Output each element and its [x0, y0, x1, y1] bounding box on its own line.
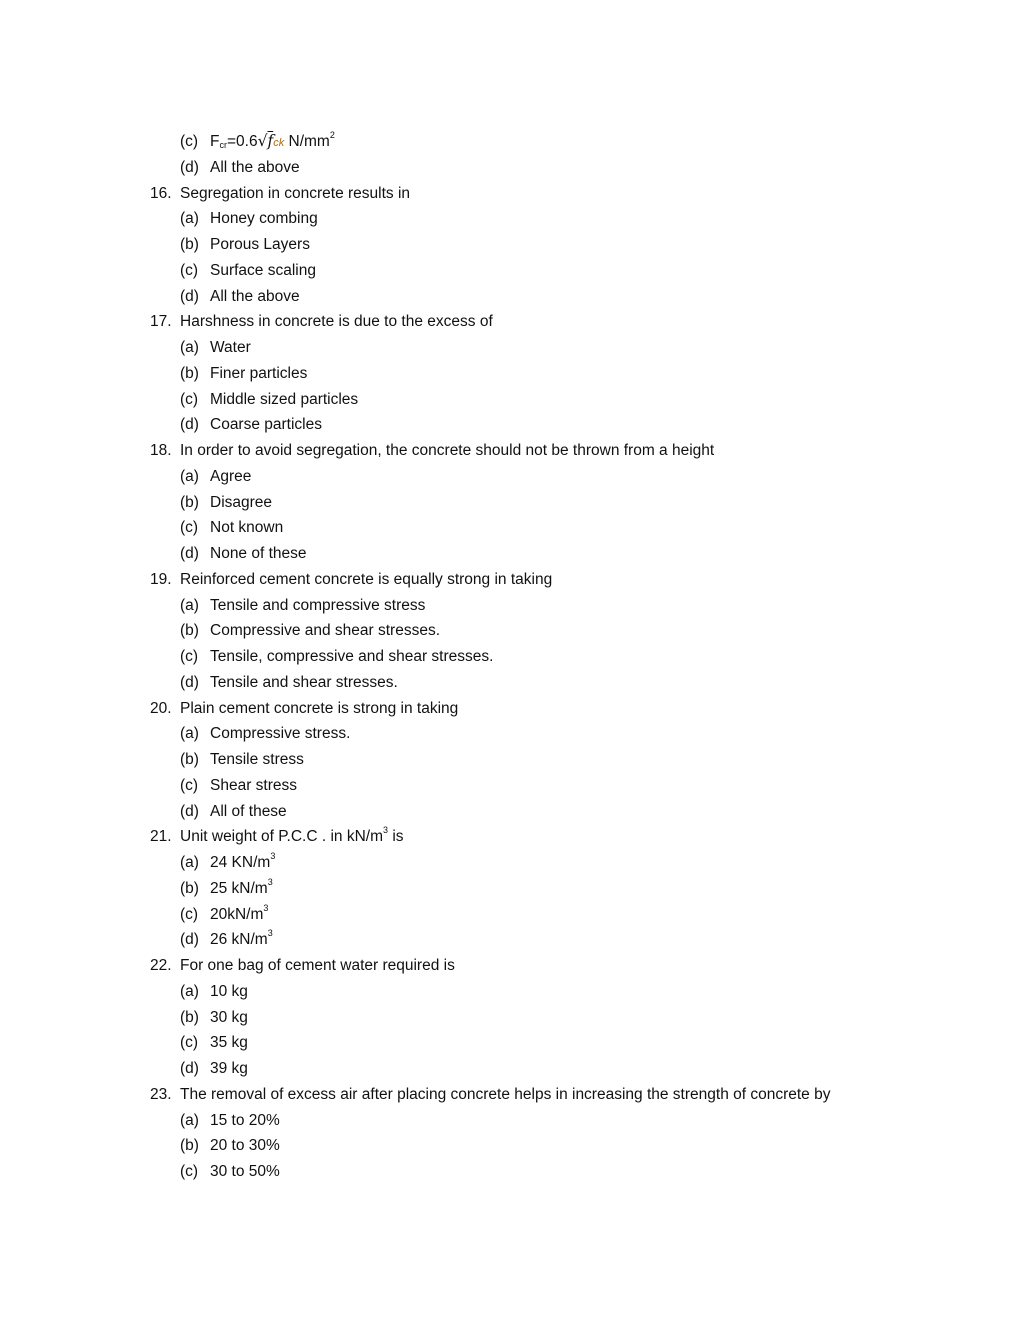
- question-text-sup: 3: [383, 825, 389, 836]
- option-label: (c): [180, 261, 199, 279]
- option-text: [210, 541, 307, 567]
- question-list: [150, 129, 950, 1185]
- question-number: 20.: [150, 699, 172, 717]
- option-text: [210, 850, 275, 876]
- option-label: (d): [180, 545, 199, 562]
- question-line: [150, 1082, 950, 1108]
- question-line: [150, 181, 950, 207]
- option-text: [210, 464, 251, 490]
- option-text-main: Finer particles: [210, 364, 308, 382]
- option-label: (b): [180, 236, 199, 253]
- option-text: [210, 335, 251, 361]
- option-label: (c): [180, 1034, 199, 1052]
- option-label: (b): [180, 364, 199, 382]
- option-text: [210, 644, 493, 670]
- option-text: [210, 361, 307, 387]
- formula-lhs: F: [210, 133, 220, 150]
- option-text-main: 20kN/m: [210, 905, 264, 923]
- option-text-main: 30 to 50%: [210, 1163, 280, 1180]
- option-text-main: 26 kN/m: [210, 931, 268, 949]
- option-line: [150, 284, 950, 310]
- question-number: 23.: [150, 1085, 172, 1103]
- option-text: [210, 618, 440, 644]
- option-line: [150, 902, 950, 928]
- option-line: [150, 232, 950, 258]
- option-line: [150, 1159, 950, 1185]
- option-text: [210, 799, 287, 825]
- questions: [150, 181, 950, 1185]
- option-label: (c): [180, 905, 199, 923]
- question-text-main: Segregation in concrete results in: [180, 184, 411, 202]
- option-text-main: Surface scaling: [210, 261, 316, 279]
- option-label: (a): [180, 467, 199, 485]
- option-line: [150, 979, 950, 1005]
- question-line: [150, 696, 950, 722]
- option-text: [210, 232, 310, 258]
- option-label: (d): [180, 287, 199, 305]
- question-number: 16.: [150, 184, 172, 202]
- option-label: (a): [180, 596, 199, 614]
- option-line: [150, 593, 950, 619]
- option-text-main: Tensile stress: [210, 751, 304, 768]
- option-text-main: Water: [210, 339, 251, 356]
- option-label: (a): [180, 1111, 199, 1129]
- option-label: (b): [180, 493, 199, 511]
- option-text: [210, 206, 318, 232]
- option-text-main: Agree: [210, 467, 252, 485]
- option-line: [150, 1056, 950, 1082]
- option-text-main: Tensile and compressive stress: [210, 596, 426, 614]
- option-text-main: Middle sized particles: [210, 390, 359, 408]
- formula-lhs-sub: cr: [219, 140, 227, 150]
- option-line: [150, 361, 950, 387]
- question-text-main: For one bag of cement water required is: [180, 957, 455, 974]
- option-text-main: Not known: [210, 519, 284, 537]
- option-label: (a): [180, 210, 199, 228]
- option-text: [210, 258, 316, 284]
- option-sup: 3: [267, 928, 273, 939]
- option-text-main: Disagree: [210, 493, 273, 511]
- formula-unit-sup: 2: [329, 130, 335, 140]
- option-label: (a): [180, 725, 199, 743]
- option-line: [150, 618, 950, 644]
- option-text-main: 10 kg: [210, 982, 248, 1000]
- option-label: (c): [180, 776, 199, 794]
- option-line: [150, 412, 950, 438]
- option-text: [210, 593, 425, 619]
- option-label: (d): [180, 802, 199, 820]
- option-text: [210, 1133, 280, 1159]
- question-text: [180, 1082, 830, 1108]
- option-text-main: Coarse particles: [210, 416, 322, 434]
- option-text: [210, 747, 304, 773]
- option-text: [210, 979, 248, 1005]
- option-line: [150, 335, 950, 361]
- option-text-main: Compressive and shear stresses.: [210, 622, 441, 640]
- option-label: (b): [180, 751, 199, 768]
- question-text: [180, 953, 455, 979]
- option-label: (a): [180, 854, 199, 871]
- option-label: (a): [180, 982, 199, 1000]
- option-line: [150, 1005, 950, 1031]
- option-label: (d): [180, 931, 199, 949]
- option-label: (b): [180, 1137, 199, 1155]
- question-text: [180, 696, 458, 722]
- question-text-after: is: [388, 828, 404, 846]
- option-text: [210, 1108, 280, 1134]
- option-text: [210, 1005, 248, 1031]
- option-sup: 3: [270, 851, 276, 861]
- question-line: [150, 438, 950, 464]
- question-line: [150, 309, 950, 335]
- formula-root-sub: ck: [273, 137, 285, 149]
- question-text-main: Plain cement concrete is strong in taking: [180, 699, 459, 717]
- option-text-main: Compressive stress.: [210, 725, 351, 743]
- option-label: (c): [180, 1163, 199, 1180]
- option-line: [150, 129, 950, 155]
- formula-root: f: [267, 132, 274, 150]
- option-text-main: 20 to 30%: [210, 1137, 280, 1155]
- option-line: [150, 515, 950, 541]
- question-text-main: Unit weight of P.C.C . in kN/m: [180, 828, 384, 846]
- option-text-main: All of these: [210, 802, 287, 820]
- question-number: 17.: [150, 313, 172, 331]
- option-text: [210, 412, 322, 438]
- option-line: [150, 541, 950, 567]
- formula-unit: N/mm: [284, 133, 330, 150]
- option-line: [150, 1108, 950, 1134]
- option-line: [150, 1030, 950, 1056]
- question-text: [180, 438, 714, 464]
- question-text-main: Harshness in concrete is due to the excess of: [180, 313, 493, 331]
- question-text-main: Reinforced cement concrete is equally strong in taking: [180, 570, 553, 588]
- option-text: All the above: [210, 158, 300, 176]
- option-text-main: Porous Layers: [210, 236, 310, 253]
- option-text-main: 30 kg: [210, 1008, 248, 1026]
- sqrt-symbol: √f: [257, 132, 274, 150]
- option-line: [150, 799, 950, 825]
- option-label: (c): [180, 519, 199, 537]
- option-line: [150, 927, 950, 953]
- option-line: [150, 747, 950, 773]
- option-label: (d): [180, 416, 199, 434]
- option-line: [150, 387, 950, 413]
- option-line: [150, 464, 950, 490]
- option-line: [150, 876, 950, 902]
- formula-eq: =0.6: [226, 133, 258, 150]
- question-line: [150, 953, 950, 979]
- question-text: [180, 309, 493, 335]
- option-label: (c): [180, 133, 199, 150]
- option-label: (d): [180, 1060, 199, 1077]
- option-text: [210, 670, 398, 696]
- question-text: [180, 567, 552, 593]
- option-line: [150, 1133, 950, 1159]
- option-text-main: 39 kg: [210, 1060, 248, 1077]
- option-text-main: None of these: [210, 545, 307, 562]
- option-line: [150, 670, 950, 696]
- option-line: [150, 773, 950, 799]
- option-line: [150, 644, 950, 670]
- option-text-main: Tensile and shear stresses.: [210, 673, 398, 691]
- option-line: [150, 206, 950, 232]
- option-sup: 3: [267, 876, 273, 887]
- option-label: (b): [180, 879, 199, 897]
- option-text-main: 35 kg: [210, 1034, 248, 1052]
- question-text: [180, 181, 410, 207]
- option-sup: 3: [263, 902, 269, 913]
- option-text: [210, 387, 358, 413]
- option-text: [210, 902, 268, 928]
- option-text-main: 24 KN/m: [210, 854, 271, 871]
- option-line: [150, 850, 950, 876]
- option-text: [210, 927, 273, 953]
- option-text: [210, 876, 273, 902]
- question-number: 22.: [150, 957, 172, 974]
- question-number: 21.: [150, 828, 172, 846]
- question-line: [150, 824, 950, 850]
- option-label: (b): [180, 622, 199, 640]
- option-line: [150, 490, 950, 516]
- option-text-main: 25 kN/m: [210, 879, 268, 897]
- option-label: (a): [180, 339, 199, 356]
- option-text-main: Shear stress: [210, 776, 298, 794]
- option-line: [150, 721, 950, 747]
- option-text: [210, 1030, 248, 1056]
- option-text-main: 15 to 20%: [210, 1111, 280, 1129]
- option-text: [210, 1159, 280, 1185]
- option-label: (d): [180, 673, 199, 691]
- question-text-main: The removal of excess air after placing concrete helps in increasing the strength of concrete by: [180, 1085, 831, 1103]
- question-line: [150, 567, 950, 593]
- option-text: [210, 773, 297, 799]
- option-text: [210, 1056, 248, 1082]
- question-text: [180, 824, 404, 850]
- option-text-main: Tensile, compressive and shear stresses.: [210, 648, 494, 665]
- option-text-main: All the above: [210, 287, 300, 305]
- option-line: [150, 155, 950, 181]
- option-text: [210, 490, 272, 516]
- option-label: (b): [180, 1008, 199, 1026]
- formula: [210, 129, 335, 157]
- option-label: (c): [180, 648, 199, 665]
- question-number: 18.: [150, 442, 172, 459]
- option-text-main: Honey combing: [210, 210, 318, 228]
- option-text: [210, 515, 283, 541]
- option-line: [150, 258, 950, 284]
- option-label: (d): [180, 158, 199, 176]
- question-number: 19.: [150, 570, 172, 588]
- option-text: [210, 721, 350, 747]
- question-text-main: In order to avoid segregation, the concrete should not be thrown from a height: [180, 442, 715, 459]
- option-label: (c): [180, 390, 199, 408]
- option-text: [210, 284, 300, 310]
